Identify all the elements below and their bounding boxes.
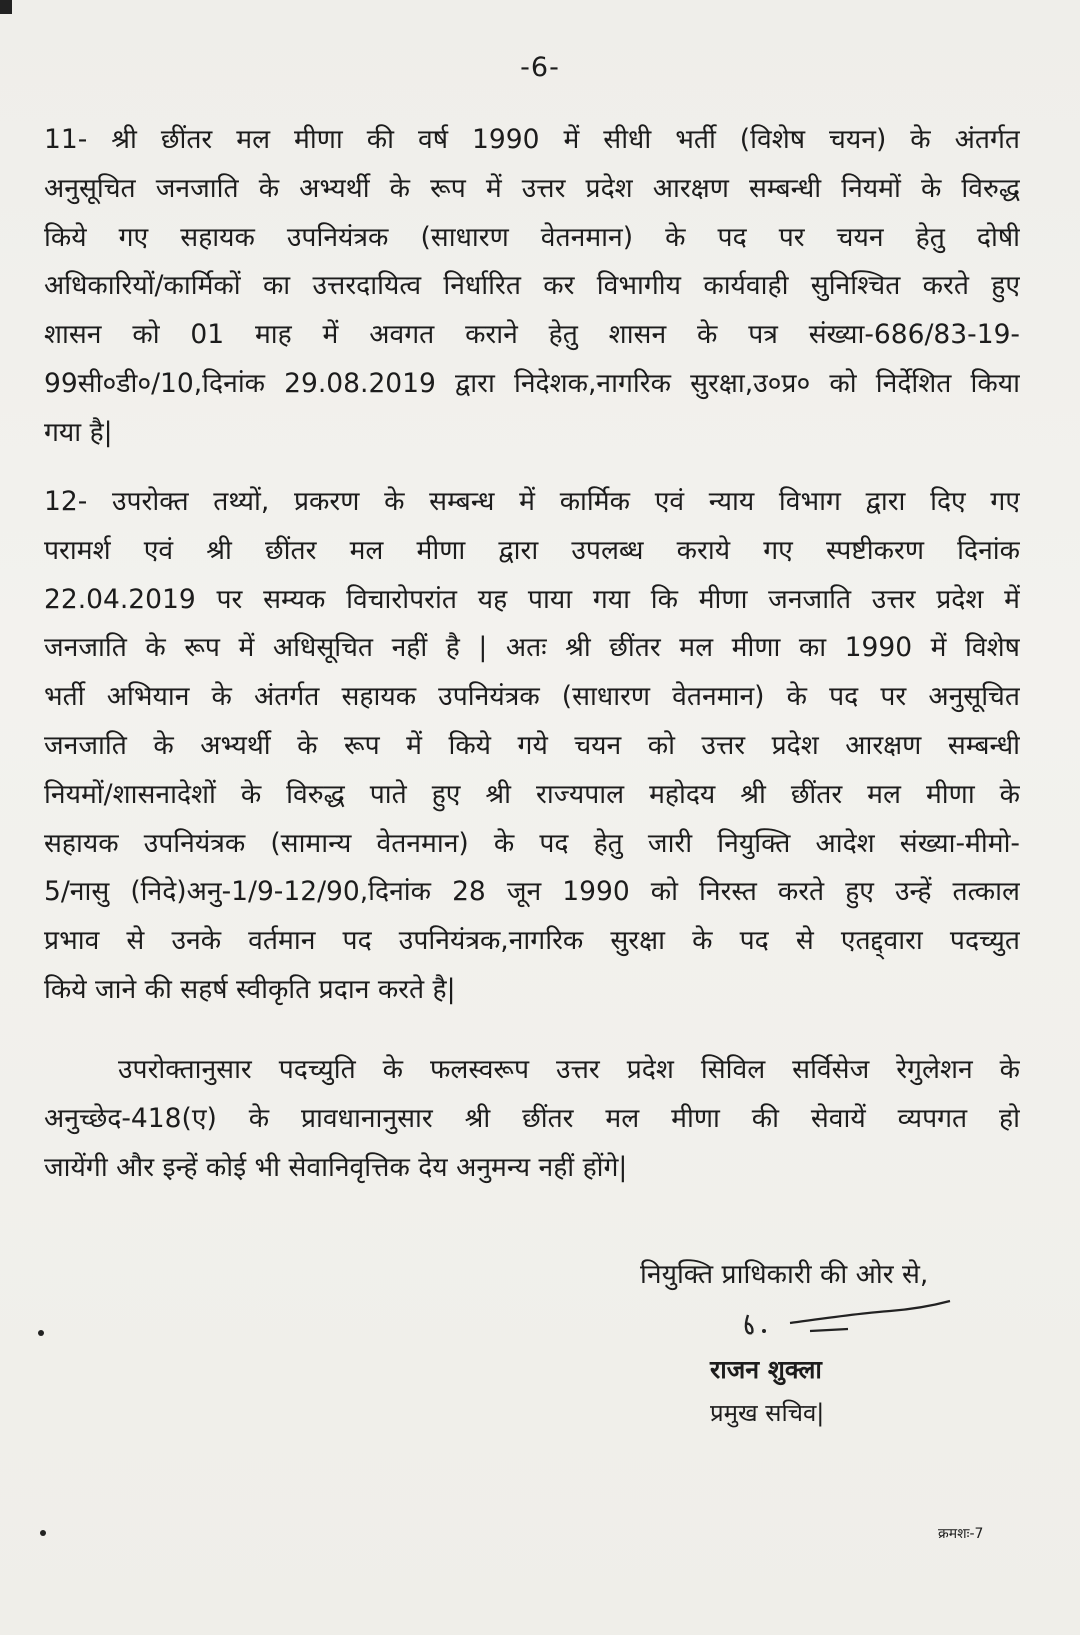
continuation-note: क्रमशः-7 bbox=[938, 1526, 984, 1542]
paragraph-line: 99सी०डी०/10,दिनांक 29.08.2019 द्वारा निदेशक,नागरिक सुरक्षा,उ०प्र० को निर्देशित किया bbox=[44, 367, 1020, 399]
paragraph-line: किये गए सहायक उपनियंत्रक (साधारण वेतनमान) के पद पर चयन हेतु दोषी bbox=[44, 221, 1020, 253]
paragraph-line: शासन को 01 माह में अवगत कराने हेतु शासन के पत्र संख्या-686/83-19- bbox=[44, 319, 1020, 351]
signatory-name: राजन शुक्ला bbox=[710, 1355, 822, 1384]
paragraph-line: जनजाति के रूप में अधिसूचित नहीं है | अतः श्री छींतर मल मीणा का 1990 में विशेष bbox=[44, 632, 1020, 664]
signatory-designation: प्रमुख सचिव| bbox=[710, 1399, 825, 1427]
paragraph-line: 22.04.2019 पर सम्यक विचारोपरांत यह पाया गया कि मीणा जनजाति उत्तर प्रदेश में bbox=[44, 583, 1020, 615]
paragraph-line: प्रभाव से उनके वर्तमान पद उपनियंत्रक,नागरिक सुरक्षा के पद से एतद्द्वारा पदच्युत bbox=[44, 925, 1020, 957]
on-behalf-of-text: नियुक्ति प्राधिकारी की ओर से, bbox=[640, 1259, 929, 1290]
paragraph-line: भर्ती अभियान के अंतर्गत सहायक उपनियंत्रक (साधारण वेतनमान) के पद पर अनुसूचित bbox=[44, 681, 1020, 713]
paragraph-line: उपरोक्तानुसार पदच्युति के फलस्वरूप उत्तर प्रदेश सिविल सर्विसेज रेगुलेशन के bbox=[118, 1054, 1020, 1085]
paragraph-line: 11- श्री छींतर मल मीणा की वर्ष 1990 में सीधी भर्ती (विशेष चयन) के अंतर्गत bbox=[44, 124, 1020, 155]
paragraph-line: 12- उपरोक्त तथ्यों, प्रकरण के सम्बन्ध में कार्मिक एवं न्याय विभाग द्वारा दिए गए bbox=[44, 486, 1020, 517]
paragraph-line: जनजाति के अभ्यर्थी के रूप में किये गये चयन को उत्तर प्रदेश आरक्षण सम्बन्धी bbox=[44, 729, 1020, 761]
signature-block bbox=[640, 1255, 1040, 1433]
paragraph-line: अधिकारियों/कार्मिकों का उत्तरदायित्व निर्धारित कर विभागीय कार्यवाही सुनिश्चित करते हुए bbox=[44, 270, 1020, 302]
handwritten-signature bbox=[640, 1295, 1040, 1347]
paragraph-line: सहायक उपनियंत्रक (सामान्य वेतनमान) के पद हेतु जारी नियुक्ति आदेश संख्या-मीमो- bbox=[44, 827, 1020, 859]
paragraph-line: नियमों/शासनादेशों के विरुद्ध पाते हुए श्री राज्यपाल महोदय श्री छींतर मल मीणा के bbox=[44, 778, 1020, 810]
scan-speck bbox=[40, 1530, 46, 1536]
paragraph-line: 5/नासु (निदे)अनु-1/9-12/90,दिनांक 28 जून 1990 को निरस्त करते हुए उन्हें तत्काल bbox=[44, 876, 1020, 908]
signature-stroke-icon bbox=[730, 1297, 970, 1347]
paragraph-line: अनुसूचित जनजाति के अभ्यर्थी के रूप में उत्तर प्रदेश आरक्षण सम्बन्धी नियमों के विरुद्ध bbox=[44, 172, 1020, 204]
scan-mark bbox=[0, 0, 12, 14]
paragraph-line: अनुच्छेद-418(ए) के प्रावधानानुसार श्री छींतर मल मीणा की सेवायें व्यपगत हो bbox=[44, 1102, 1020, 1134]
paragraph-11 bbox=[44, 116, 1020, 458]
closing-paragraph bbox=[44, 1046, 1020, 1192]
paragraph-line: गया है| bbox=[44, 416, 113, 448]
page-number: -6- bbox=[520, 52, 560, 83]
scan-speck bbox=[38, 1330, 44, 1336]
paragraph-12 bbox=[44, 478, 1020, 1015]
paragraph-line: जायेंगी और इन्हें कोई भी सेवानिवृत्तिक देय अनुमन्य नहीं होंगे| bbox=[44, 1151, 628, 1183]
paragraph-line: परामर्श एवं श्री छींतर मल मीणा द्वारा उपलब्ध कराये गए स्पष्टीकरण दिनांक bbox=[44, 534, 1020, 566]
paragraph-line: किये जाने की सहर्ष स्वीकृति प्रदान करते है| bbox=[44, 973, 456, 1005]
